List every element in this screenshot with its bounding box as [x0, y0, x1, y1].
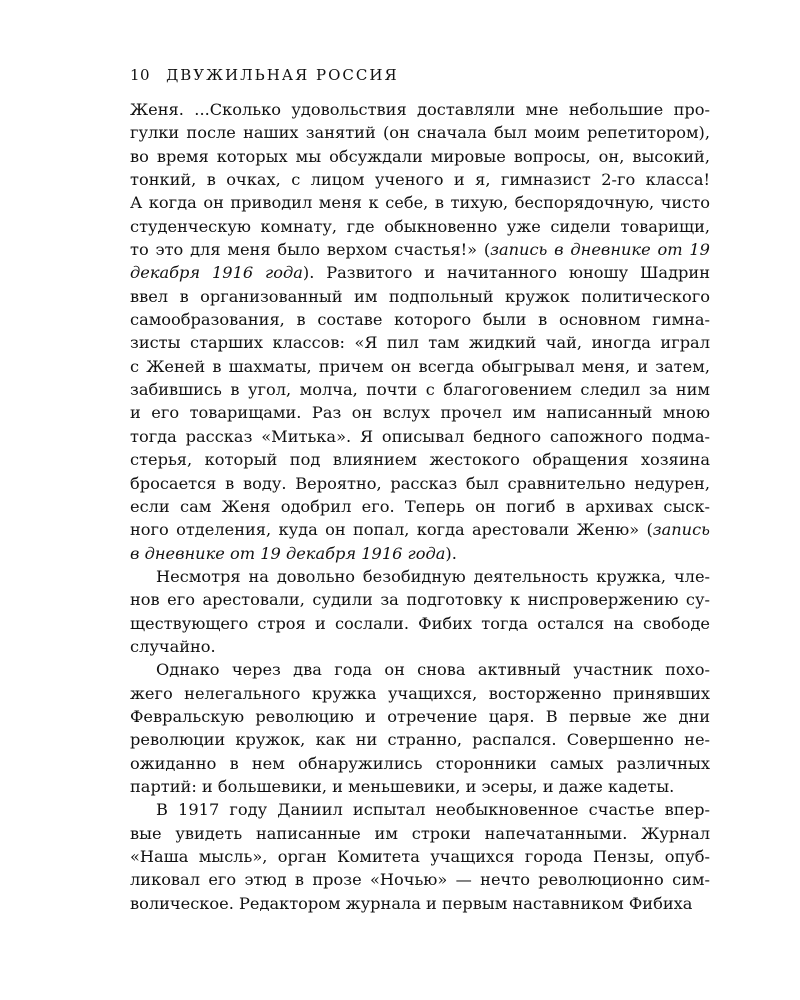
text-line: [130, 425, 710, 448]
text-line: [130, 798, 710, 821]
text-run: А когда он приводил меня к себе, в тихую, беспорядочную, чисто: [130, 193, 710, 213]
book-page: [130, 66, 710, 915]
book-title: ДВУЖИЛЬНАЯ РОССИЯ: [166, 66, 399, 84]
text-run: случайно.: [130, 636, 216, 656]
running-head: [130, 66, 710, 88]
text-line: [130, 892, 710, 915]
text-run: Несмотря на довольно безобидную деятельность кружка, чле-: [156, 566, 710, 586]
body-text: [130, 98, 710, 915]
text-line: [130, 518, 710, 541]
text-line: [130, 215, 710, 238]
text-run: ожиданно в нем обнаружились сторонники самых различных: [130, 753, 710, 773]
text-line: [130, 682, 710, 705]
text-run: забившись в угол, молча, почти с благоговением следил за ним: [130, 380, 710, 400]
text-run: зисты старших классов: «Я пил там жидкий чай, иногда играл: [130, 333, 710, 353]
italic-citation: запись: [652, 520, 710, 540]
text-line: [130, 752, 710, 775]
text-run: «Наша мысль», орган Комитета учащихся города Пензы, опуб-: [130, 847, 710, 866]
text-run: волическое. Редактором журнала и первым наставником Фибиха: [130, 893, 693, 913]
text-run: с Женей в шахматы, причем он всегда обыгрывал меня, и затем,: [130, 356, 710, 376]
text-line: [130, 845, 710, 868]
italic-citation: запись в дневнике от 19: [490, 240, 710, 260]
text-line: [130, 355, 710, 378]
text-run: ликовал его этюд в прозе «Ночью» — нечто революционно сим-: [130, 870, 710, 890]
text-run: В 1917 году Даниил испытал необыкновенное счастье впер-: [156, 800, 710, 820]
text-run: бросается в воду. Вероятно, рассказ был сравнительно недурен,: [130, 473, 710, 493]
text-run: и его товарищами. Раз он вслух прочел им написанный мною: [130, 403, 710, 423]
paragraph: [130, 565, 710, 658]
text-line: [130, 728, 710, 751]
paragraph: [130, 658, 710, 798]
text-run: во время которых мы обсуждали мировые вопросы, он, высокий,: [130, 146, 710, 166]
text-line: [130, 331, 710, 354]
text-run: тогда рассказ «Митька». Я описывал бедного сапожного подма-: [130, 426, 710, 446]
text-line: [130, 775, 710, 798]
text-line: [130, 238, 710, 261]
text-line: [130, 378, 710, 401]
text-run: студенческую комнату, где обыкновенно уже сидели товарищи,: [130, 216, 710, 236]
paragraph: [130, 798, 710, 915]
text-line: [130, 448, 710, 471]
text-run: то это для меня было верхом счастья!» (: [130, 240, 491, 260]
text-line: [130, 472, 710, 495]
text-run: Однако через два года он снова активный участник похо-: [156, 660, 710, 680]
text-line: [130, 308, 710, 331]
text-run: революции кружок, как ни странно, распался. Совершенно не-: [130, 730, 710, 750]
text-line: [130, 285, 710, 308]
text-run: жего нелегального кружка учащихся, восторженно принявших: [130, 683, 710, 703]
text-run: партий: и большевики, и меньшевики, и эсеры, и даже кадеты.: [130, 776, 675, 796]
text-run: ). Развитого и начитанного юношу Шадрин: [302, 263, 710, 283]
text-run: ществующего строя и сослали. Фибих тогда остался на свободе: [130, 613, 710, 633]
text-run: если сам Женя одобрил его. Теперь он погиб в архивах сыск-: [130, 496, 710, 516]
text-run: гулки после наших занятий (он сначала был моим репетитором),: [130, 123, 710, 143]
text-line: [130, 612, 710, 635]
text-line: [130, 401, 710, 424]
text-line: [130, 565, 710, 588]
text-line: [130, 705, 710, 728]
text-line: [130, 121, 710, 144]
text-line: [130, 261, 710, 284]
text-line: [130, 588, 710, 611]
text-run: тонкий, в очках, с лицом ученого и я, гимназист 2-го класса!: [130, 170, 710, 190]
text-line: [130, 495, 710, 518]
text-run: стерья, который под влиянием жестокого обращения хозяина: [130, 450, 710, 470]
text-line: [130, 191, 710, 214]
text-run: ввел в организованный им подпольный кружок политического: [130, 286, 710, 306]
text-line: [130, 145, 710, 168]
text-line: [130, 168, 710, 191]
text-run: Женя. ...Сколько удовольствия доставляли мне небольшие про-: [130, 100, 710, 119]
text-line: [130, 658, 710, 681]
text-run: ного отделения, куда он попал, когда арестовали Женю» (: [130, 520, 653, 540]
text-line: [130, 822, 710, 845]
text-line: [130, 98, 710, 121]
text-run: самообразования, в составе которого были в основном гимна-: [130, 310, 710, 330]
text-run: вые увидеть написанные им строки напечатанными. Журнал: [130, 823, 710, 843]
italic-citation: в дневнике от 19 декабря 1916 года: [130, 543, 446, 563]
text-line: [130, 635, 710, 658]
text-line: [130, 868, 710, 891]
paragraph: [130, 98, 710, 565]
text-run: ).: [445, 543, 457, 563]
text-run: Февральскую революцию и отречение царя. В первые же дни: [130, 706, 710, 726]
italic-citation: декабря 1916 года: [130, 263, 303, 283]
page-number: 10: [130, 66, 151, 84]
text-line: [130, 542, 710, 565]
text-run: нов его арестовали, судили за подготовку к ниспровержению су-: [130, 590, 710, 610]
